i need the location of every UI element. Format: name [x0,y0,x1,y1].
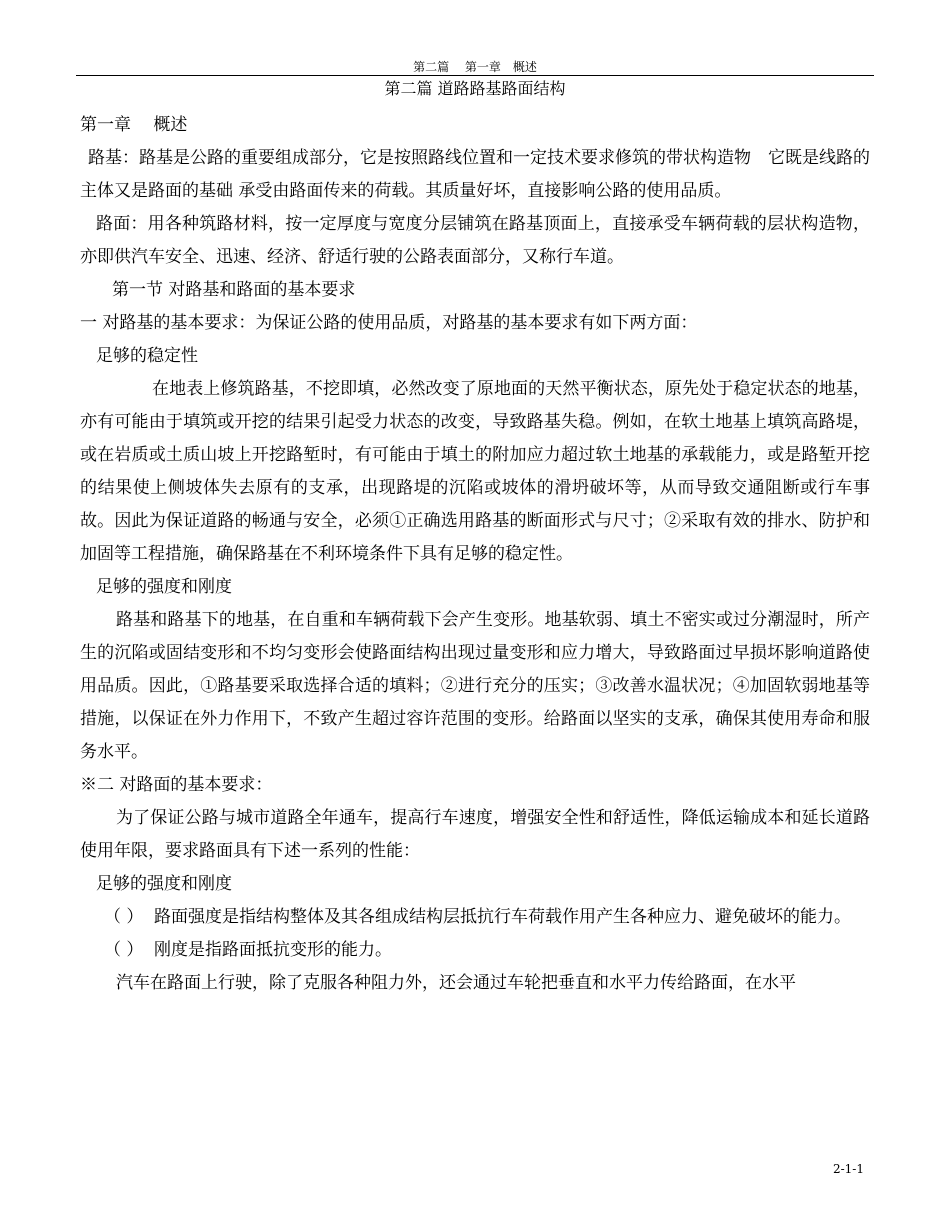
list-item [80,934,870,967]
list-marker: （ ） [104,940,144,960]
section-title: 第一节 对路基和路面的基本要求 [112,280,356,300]
list-marker: （ ） [104,907,144,927]
pavement-requirements-paragraph: 为了保证公路与城市道路全年通车，提高行车速度，增强安全性和舒适性，降低运输成本和延长道路使用年限，要求路面具有下述一系列的性能： [80,808,870,861]
chapter-title: 第一章 概述 [80,115,188,135]
strength-heading: 足够的强度和刚度 [96,577,232,597]
roadbed-definition: 路基：路基是公路的重要组成部分，它是按照路线位置和一定技术要求修筑的带状构造物 它既是线路的主体又是路面的基础 承受由路面传来的荷载。其质量好坏，直接影响公路的使用品质。 [80,148,870,201]
pavement-strength-heading: 足够的强度和刚度 [96,874,232,894]
header-rule [76,75,874,76]
list-item-text: 路面强度是指结构整体及其各组成结构层抵抗行车荷载作用产生各种应力、避免破坏的能力。 [154,907,851,927]
list-item [80,901,870,934]
stability-paragraph: 在地表上修筑路基，不挖即填，必然改变了原地面的天然平衡状态，原先处于稳定状态的地基，亦有可能由于填筑或开挖的结果引起受力状态的改变，导致路基失稳。例如，在软土地基上填筑高路堤，或在岩质或土质山坡上开挖路堑时，有可能由于填土的附加应力超过软土地基的承载能力，或是路堑开挖的结果使上侧坡体失去原有的支承，出现路堤的沉陷或坡体的滑坍破坏等，从而导致交通阻断或行车事故。因此为保证道路的畅通与安全，必须①正确选用路基的断面形式与尺寸；②采取有效的排水、防护和加固等工程措施，确保路基在不利环境条件下具有足够的稳定性。 [80,379,870,564]
running-header: 第二篇 第一章 概述 [413,60,537,74]
roadbed-requirements-heading: 一 对路基的基本要求：为保证公路的使用品质，对路基的基本要求有如下两方面： [80,313,698,333]
strength-paragraph: 路基和路基下的地基，在自重和车辆荷载下会产生变形。地基软弱、填土不密实或过分潮湿时，所产生的沉陷或固结变形和不均匀变形会使路面结构出现过量变形和应力增大，导致路面过早损坏影响道路使用品质。因此，①路基要采取选择合适的填料；②进行充分的压实；③改善水温状况；④加固软弱地基等措施，以保证在外力作用下，不致产生超过容许范围的变形。给路面以坚实的支承，确保其使用寿命和服务水平。 [80,610,870,762]
pavement-definition: 路面：用各种筑路材料，按一定厚度与宽度分层铺筑在路基顶面上，直接承受车辆荷载的层状构造物，亦即供汽车安全、迅速、经济、舒适行驶的公路表面部分，又称行车道。 [80,214,870,267]
pavement-requirements-heading: ※二 对路面的基本要求： [80,775,273,795]
stability-heading: 足够的稳定性 [96,346,198,366]
list-item-text: 刚度是指路面抵抗变形的能力。 [154,940,392,960]
part-title: 第二篇 道路路基路面结构 [384,79,566,98]
page-content [80,77,870,1000]
closing-paragraph: 汽车在路面上行驶，除了克服各种阻力外，还会通过车轮把垂直和水平力传给路面，在水平 [116,973,796,993]
page-number: 2-1-1 [832,1162,864,1176]
